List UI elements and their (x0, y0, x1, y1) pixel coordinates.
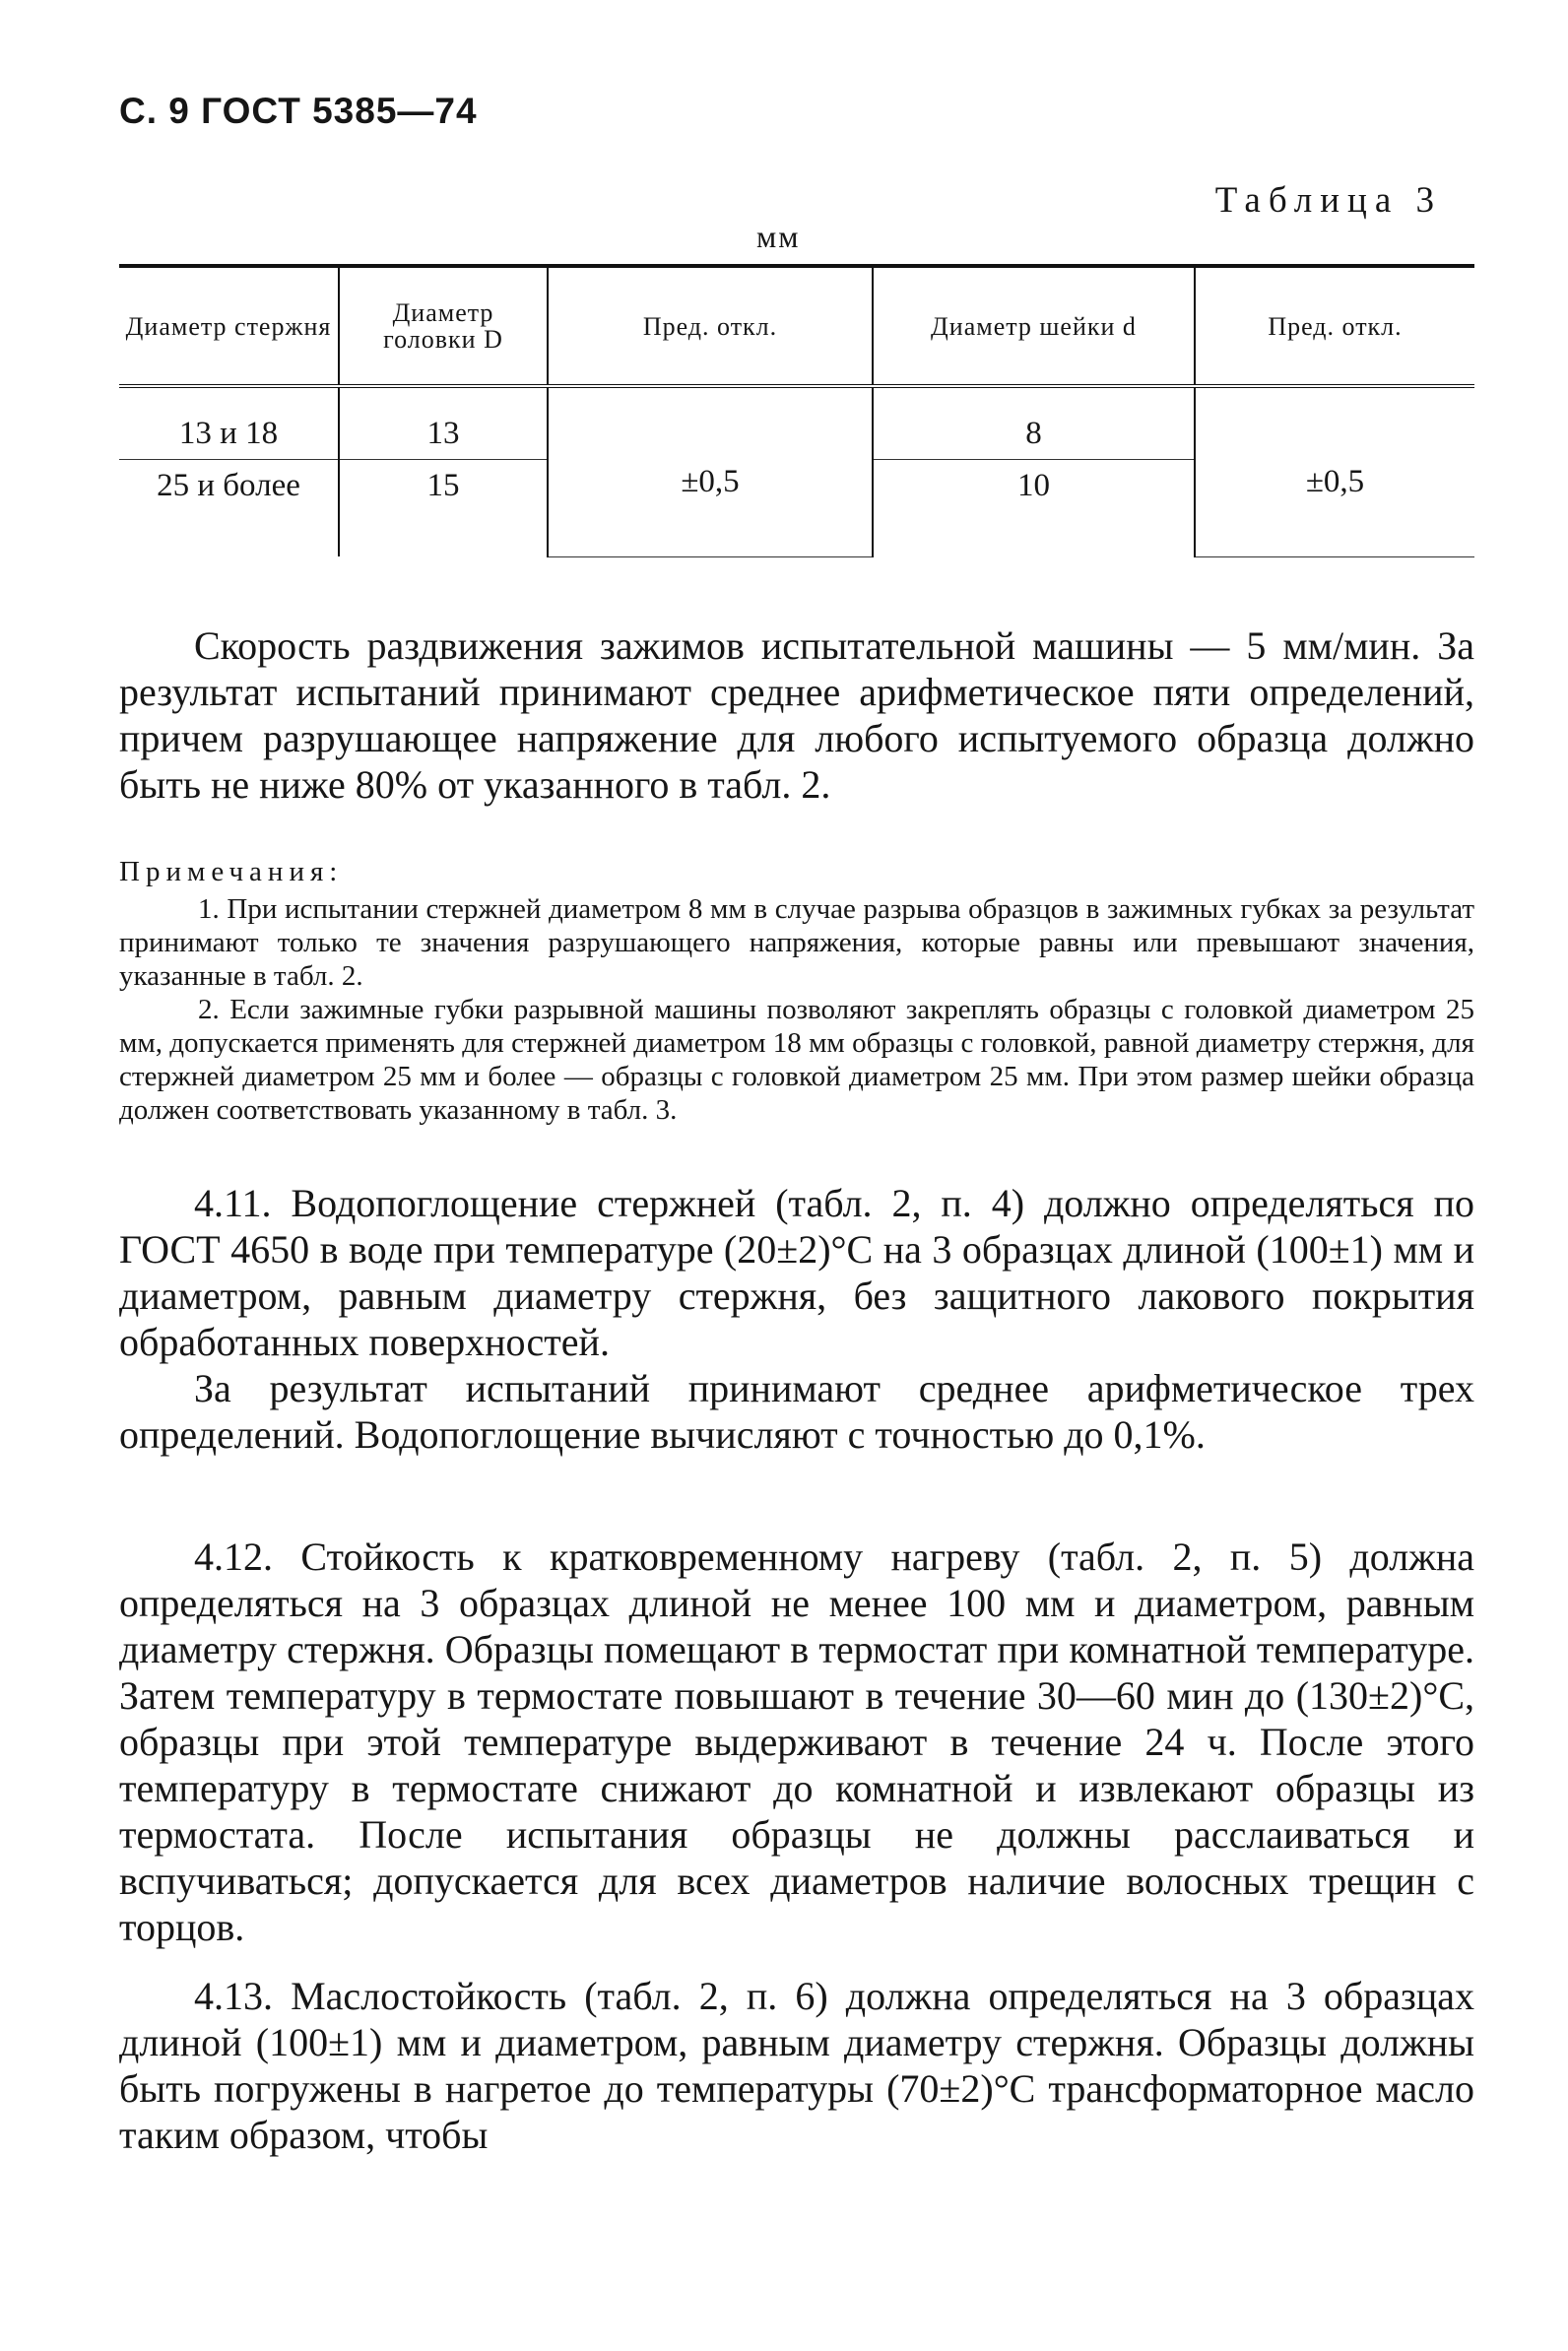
section-4-13-paragraph: 4.13. Маслостойкость (табл. 2, п. 6) должна определяться на 3 образцах длиной (100±1) мм и диаметром, равным диаметру стержня. Образцы должны быть погружены в нагретое до температуры (70±2)°С трансформаторное масло таким образом, чтобы (119, 1974, 1474, 2157)
note-item: 2. Если зажимные губки разрывной машины позволяют закреплять образцы с головкой диаметром 25 мм, допускается применять для стержней диаметром 18 мм образцы с головкой, равной диаметру стержня, для стержней диаметром 25 мм и более — образцы с головкой диаметром 25 мм. При этом размер шейки образца должен соответствовать указанному в табл. 3. (119, 994, 1474, 1126)
notes-title: Примечания: (119, 856, 344, 887)
speed-paragraph: Скорость раздвижения зажимов испытательной машины — 5 мм/мин. За результат испытаний принимают среднее арифметическое пяти определений, причем разрушающее напряжение для любого испытуемого образца должно быть не ниже 80% от указанного в табл. 2. (119, 623, 1474, 807)
neck-diameter-cell: 8 (873, 386, 1195, 460)
neck-diameter-cell: 10 (873, 460, 1195, 557)
note-item: 1. При испытании стержней диаметром 8 мм в случае разрыва образцов в зажимных губках за результат принимают только те значения разрушающего напряжения, которые равны или превышают значения, указанные в табл. 2. (119, 893, 1474, 992)
section-4-11-paragraph: За результат испытаний принимают среднее арифметическое трех определений. Водопоглощение вычисляют с точностью до 0,1%. (119, 1366, 1474, 1457)
column-header: Пред. откл. (1195, 266, 1474, 386)
table-units: мм (756, 219, 801, 254)
page-header: С. 9 ГОСТ 5385—74 (119, 91, 478, 131)
table-caption: Таблица 3 (1214, 180, 1442, 221)
notes-block (119, 855, 1474, 1127)
speed-paragraph-block (119, 622, 1474, 808)
table-header-row (119, 266, 1474, 386)
head-diameter-cell: 15 (339, 460, 548, 557)
column-header: Диаметр стержня (119, 266, 339, 386)
column-header: Диаметр шейки d (873, 266, 1195, 386)
rod-diameter-cell: 13 и 18 (119, 386, 339, 460)
column-header: Диаметр головки D (339, 266, 548, 386)
column-header: Пред. откл. (548, 266, 873, 386)
section-4-13 (119, 1973, 1474, 2158)
head-tolerance-cell: ±0,5 (548, 386, 873, 556)
section-4-12-paragraph: 4.12. Стойкость к кратковременному нагреву (табл. 2, п. 5) должна определяться на 3 образцах длиной не менее 100 мм и диаметром, равным диаметру стержня. Образцы помещают в термостат при комнатной температуре. Затем температуру в термостате повышают в течение 30—60 мин до (130±2)°С, образцы при этой температуре выдерживают в течение 24 ч. После этого температуру в термостате снижают до комнатной и извлекают образцы из термостата. После испытания образцы не должны расслаиваться и вспучиваться; допускается для всех диаметров наличие волосных трещин с торцов. (119, 1535, 1474, 1949)
rod-diameter-cell: 25 и более (157, 468, 300, 503)
section-4-11 (119, 1180, 1474, 1458)
section-4-11-paragraph: 4.11. Водопоглощение стержней (табл. 2, п. 4) должно определяться по ГОСТ 4650 в воде при температуре (20±2)°С на 3 образцах длиной (100±1) мм и диаметром, равным диаметру стержня, без защитного лакового покрытия обработанных поверхностей. (119, 1181, 1474, 1364)
section-4-12 (119, 1534, 1474, 1950)
head-diameter-cell: 13 (339, 386, 548, 460)
neck-tolerance-cell: ±0,5 (1195, 386, 1474, 556)
table-3 (119, 264, 1474, 557)
table-row (119, 386, 1474, 460)
